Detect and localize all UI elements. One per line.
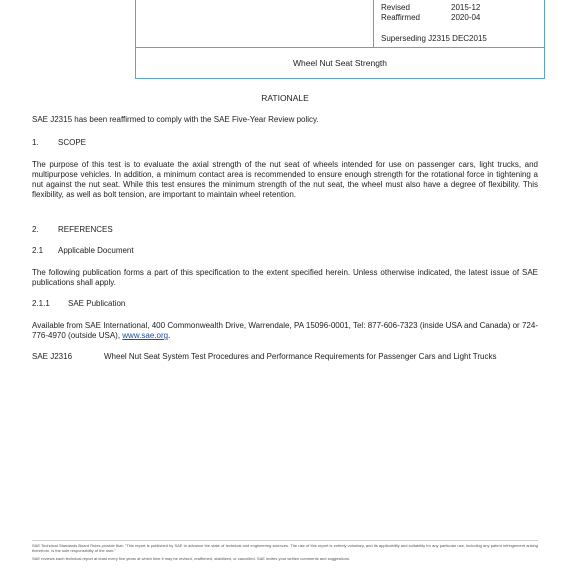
section-title: SCOPE [58,138,87,147]
rationale-text: SAE J2315 has been reaffirmed to comply with the SAE Five-Year Review policy. [32,115,319,124]
sae-website-link[interactable]: www.sae.org [122,331,169,340]
document-title: Wheel Nut Seat Strength [292,58,388,68]
reference-code: SAE J2316 [32,352,73,361]
header-box-rule-top [135,47,545,48]
subsection-title: Applicable Document [58,246,134,255]
reaffirmed-date: 2020-04 [451,13,481,22]
revised-date: 2015-12 [451,3,481,12]
subsection-title: SAE Publication [68,299,126,308]
sae-publication-body: Available from SAE International, 400 Commonwealth Drive, Warrendale, PA 15096-0001, Tel: 877-606-7323 (inside USA and Canada) or 724-776-4970 (outside USA), [32,321,538,340]
footer-notice-2: SAE reviews each technical report at least every five years at which time it may be revised, reaffirmed, stabilized, or cancelled. SAE invites your written comments and suggestions. [32,556,351,561]
footer-notice-1: SAE Technical Standards Board Rules provide that: "This report is published by SAE to advance the state of technical and engineering sciences. The use of this report is entirely voluntary, and its applicability and suitability for any particular use, including any patent infringement arising therefrom, is the sole responsibility of the user." [32,543,538,553]
rationale-heading: RATIONALE [261,93,309,103]
footer-divider [32,540,538,541]
section-number: 2. [32,225,39,234]
reference-description: Wheel Nut Seat System Test Procedures and Performance Requirements for Passenger Cars and Light Trucks [104,352,497,361]
section-number: 1. [32,138,39,147]
subsection-sae-publication-heading [32,299,125,309]
sae-publication-tail: . [168,331,171,340]
header-box-divider [373,0,374,47]
section-title: REFERENCES [58,225,113,234]
scope-text: The purpose of this test is to evaluate the axial strength of the nut seat of wheels intended for use on passenger cars, light trucks, and multipurpose vehicles. In addition, a minimum contact area is recommended to ensure enough strength for the rotational force in tightening a nut against the nut seat. While this test ensures the minimum strength of the nut seat, the wheel must also have a degree of flexibility. This flexibility, as well as bolt tension, are important to maintain wheel retention. [32,160,538,199]
applicable-text: The following publication forms a part of this specification to the extent specified herein. Unless otherwise indicated, the latest issue of SAE publications shall apply. [32,268,538,287]
subsection-number: 2.1 [32,246,44,255]
sae-publication-text [32,321,538,341]
section-references-heading [32,225,113,235]
reaffirmed-label: Reaffirmed [381,13,420,22]
section-scope-heading [32,138,86,148]
subsection-applicable-heading [32,246,134,256]
subsection-number: 2.1.1 [32,299,50,308]
revised-label: Revised [381,3,410,12]
header-box-rule-bottom [135,78,545,79]
superseding-note: Superseding J2315 DEC2015 [381,34,487,43]
